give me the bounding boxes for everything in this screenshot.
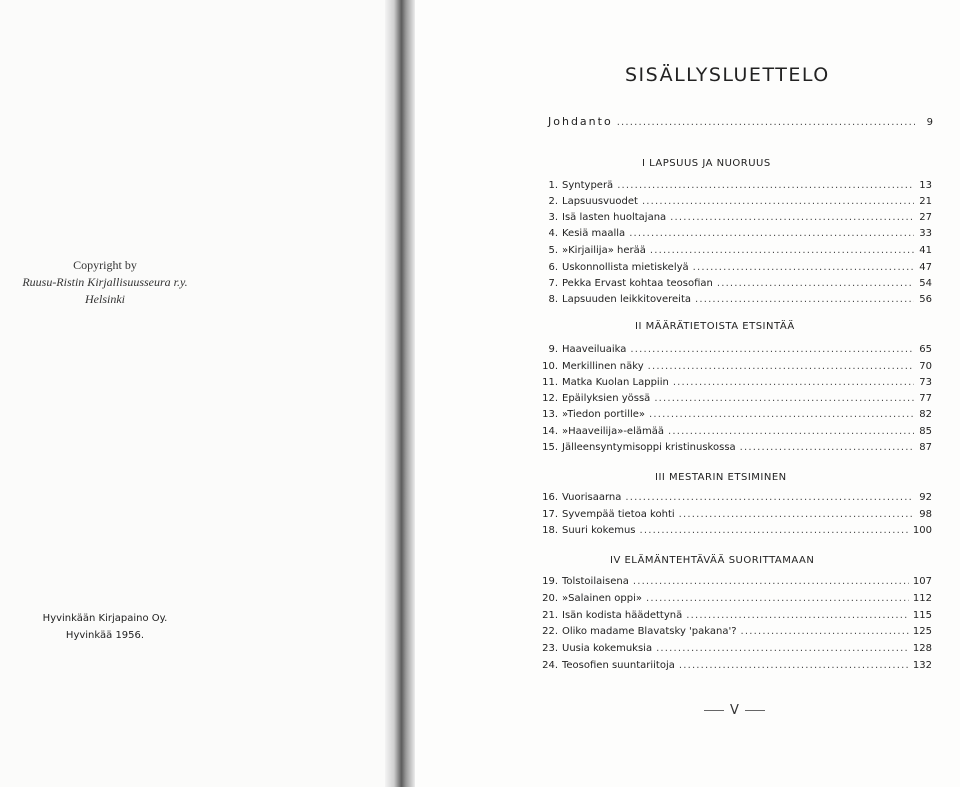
leader-dots bbox=[679, 509, 914, 520]
leader-dots bbox=[668, 426, 914, 437]
leader-dots bbox=[630, 344, 914, 355]
leader-dots bbox=[686, 610, 909, 621]
publisher-name: Ruusu-Ristin Kirjallisuusseura r.y. bbox=[22, 275, 188, 289]
toc-row bbox=[538, 610, 932, 626]
toc-row bbox=[538, 409, 932, 425]
leader-dots bbox=[717, 278, 914, 289]
chapter-title: Isä lasten huoltajana bbox=[562, 212, 667, 223]
chapter-page: 98 bbox=[919, 509, 932, 520]
toc-row bbox=[538, 278, 932, 294]
leader-dots bbox=[633, 576, 909, 587]
footer-dash-left bbox=[704, 710, 724, 711]
chapter-number: 23. bbox=[542, 643, 558, 654]
chapter-number: 8. bbox=[548, 294, 558, 305]
chapter-page: 13 bbox=[919, 180, 932, 191]
chapter-title: Pekka Ervast kohtaa teosofian bbox=[562, 278, 713, 289]
chapter-page: 112 bbox=[912, 593, 932, 604]
chapter-number: 21. bbox=[542, 610, 558, 621]
chapter-title: »Kirjailija» herää bbox=[562, 245, 646, 256]
chapter-title: »Salainen oppi» bbox=[562, 593, 642, 604]
chapter-title: Lapsuuden leikkitovereita bbox=[562, 294, 691, 305]
leader-dots bbox=[629, 228, 914, 239]
toc-row bbox=[538, 626, 932, 642]
leader-dots bbox=[617, 117, 915, 128]
chapter-title: Suuri kokemus bbox=[562, 525, 636, 536]
chapter-number: 19. bbox=[542, 576, 558, 587]
chapter-page: 77 bbox=[919, 393, 932, 404]
leader-dots bbox=[646, 593, 909, 604]
right-page bbox=[415, 0, 960, 787]
chapter-page: 107 bbox=[912, 576, 932, 587]
chapter-number: 5. bbox=[548, 245, 558, 256]
chapter-number: 6. bbox=[548, 262, 558, 273]
toc-row bbox=[538, 245, 932, 261]
toc-row bbox=[538, 593, 932, 609]
chapter-number: 10. bbox=[542, 361, 558, 372]
chapter-number: 22. bbox=[542, 626, 558, 637]
chapter-page: 115 bbox=[912, 610, 932, 621]
toc-row bbox=[538, 509, 932, 525]
chapter-number: 4. bbox=[548, 228, 558, 239]
chapter-number: 20. bbox=[542, 593, 558, 604]
leader-dots bbox=[648, 361, 914, 372]
toc-row bbox=[538, 576, 932, 592]
chapter-title: Isän kodista häädettynä bbox=[562, 610, 683, 621]
chapter-page: 73 bbox=[919, 377, 932, 388]
chapter-page: 70 bbox=[919, 361, 932, 372]
leader-dots bbox=[740, 442, 914, 453]
chapter-number: 12. bbox=[542, 393, 558, 404]
chapter-number: 16. bbox=[542, 492, 558, 503]
chapter-page: 41 bbox=[919, 245, 932, 256]
publisher-city: Helsinki bbox=[85, 292, 125, 306]
leader-dots bbox=[650, 245, 914, 256]
left-page bbox=[0, 0, 398, 787]
toc-row bbox=[538, 660, 932, 676]
toc-title: SISÄLLYSLUETTELO bbox=[625, 64, 830, 86]
toc-row bbox=[538, 344, 932, 360]
chapter-title: Merkillinen näky bbox=[562, 361, 644, 372]
part-heading: III MESTARIN ETSIMINEN bbox=[655, 472, 787, 483]
copyright-notice bbox=[0, 257, 210, 308]
leader-dots bbox=[679, 660, 909, 671]
toc-entry-title: Johdanto bbox=[548, 115, 613, 128]
toc-row bbox=[538, 426, 932, 442]
chapter-title: Haaveiluaika bbox=[562, 344, 627, 355]
chapter-page: 128 bbox=[912, 643, 932, 654]
toc-row bbox=[538, 442, 932, 458]
toc-row bbox=[538, 212, 932, 228]
chapter-number: 18. bbox=[542, 525, 558, 536]
chapter-page: 100 bbox=[912, 525, 932, 536]
chapter-title: »Tiedon portille» bbox=[562, 409, 646, 420]
chapter-page: 85 bbox=[919, 426, 932, 437]
leader-dots bbox=[670, 212, 914, 223]
chapter-title: Oliko madame Blavatsky 'pakana'? bbox=[562, 626, 737, 637]
chapter-title: Uskonnollista mietiskelyä bbox=[562, 262, 689, 273]
chapter-title: Teosofien suuntariitoja bbox=[562, 660, 675, 671]
chapter-number: 1. bbox=[548, 180, 558, 191]
part-heading: IV ELÄMÄNTEHTÄVÄÄ SUORITTAMAAN bbox=[610, 555, 815, 566]
chapter-page: 27 bbox=[919, 212, 932, 223]
chapter-title: Syntyperä bbox=[562, 180, 614, 191]
chapter-title: Epäilyksien yössä bbox=[562, 393, 651, 404]
chapter-number: 3. bbox=[548, 212, 558, 223]
toc-row bbox=[538, 361, 932, 377]
chapter-title: Kesiä maalla bbox=[562, 228, 626, 239]
leader-dots bbox=[649, 409, 914, 420]
toc-row bbox=[538, 643, 932, 659]
chapter-number: 13. bbox=[542, 409, 558, 420]
printer-info bbox=[0, 610, 210, 644]
chapter-number: 7. bbox=[548, 278, 558, 289]
chapter-page: 132 bbox=[912, 660, 932, 671]
leader-dots bbox=[693, 262, 914, 273]
toc-row bbox=[538, 377, 932, 393]
page-number-label: V bbox=[730, 703, 739, 718]
chapter-number: 24. bbox=[542, 660, 558, 671]
toc-row bbox=[538, 525, 932, 541]
chapter-title: Tolstoilaisena bbox=[562, 576, 629, 587]
chapter-title: Jälleensyntymisoppi kristinuskossa bbox=[562, 442, 736, 453]
toc-row bbox=[538, 262, 932, 278]
book-gutter bbox=[385, 0, 415, 787]
chapter-page: 92 bbox=[919, 492, 932, 503]
footer-dash-right bbox=[745, 710, 765, 711]
chapter-page: 125 bbox=[912, 626, 932, 637]
toc-row bbox=[538, 492, 932, 508]
chapter-page: 82 bbox=[919, 409, 932, 420]
chapter-page: 47 bbox=[919, 262, 932, 273]
chapter-number: 11. bbox=[542, 377, 558, 388]
part-heading: II MÄÄRÄTIETOISTA ETSINTÄÄ bbox=[635, 321, 795, 332]
chapter-title: Uusia kokemuksia bbox=[562, 643, 653, 654]
chapter-number: 15. bbox=[542, 442, 558, 453]
leader-dots bbox=[642, 196, 914, 207]
toc-row bbox=[538, 196, 932, 212]
chapter-title: Lapsuusvuodet bbox=[562, 196, 638, 207]
leader-dots bbox=[673, 377, 914, 388]
copyright-line: Copyright by bbox=[73, 258, 137, 272]
toc-row bbox=[538, 294, 932, 310]
leader-dots bbox=[617, 180, 914, 191]
toc-entry-page: 9 bbox=[926, 117, 933, 128]
leader-dots bbox=[741, 626, 909, 637]
leader-dots bbox=[640, 525, 909, 536]
chapter-title: Matka Kuolan Lappiin bbox=[562, 377, 669, 388]
page-footer bbox=[698, 703, 771, 718]
chapter-page: 65 bbox=[919, 344, 932, 355]
leader-dots bbox=[656, 643, 909, 654]
chapter-number: 17. bbox=[542, 509, 558, 520]
toc-row bbox=[538, 393, 932, 409]
chapter-page: 87 bbox=[919, 442, 932, 453]
chapter-title: Vuorisaarna bbox=[562, 492, 622, 503]
toc-row bbox=[538, 180, 932, 196]
chapter-page: 54 bbox=[919, 278, 932, 289]
chapter-page: 56 bbox=[919, 294, 932, 305]
printer-name: Hyvinkään Kirjapaino Oy. bbox=[42, 613, 168, 624]
chapter-title: Syvempää tietoa kohti bbox=[562, 509, 675, 520]
print-place-year: Hyvinkää 1956. bbox=[65, 630, 145, 641]
chapter-number: 14. bbox=[542, 426, 558, 437]
leader-dots bbox=[695, 294, 914, 305]
leader-dots bbox=[654, 393, 914, 404]
chapter-number: 9. bbox=[548, 344, 558, 355]
chapter-title: »Haaveilija»-elämää bbox=[562, 426, 664, 437]
leader-dots bbox=[625, 492, 914, 503]
part-heading: I LAPSUUS JA NUORUUS bbox=[642, 158, 771, 169]
chapter-page: 33 bbox=[919, 228, 932, 239]
chapter-page: 21 bbox=[919, 196, 932, 207]
toc-intro-row bbox=[548, 115, 933, 131]
toc-row bbox=[538, 228, 932, 244]
chapter-number: 2. bbox=[548, 196, 558, 207]
